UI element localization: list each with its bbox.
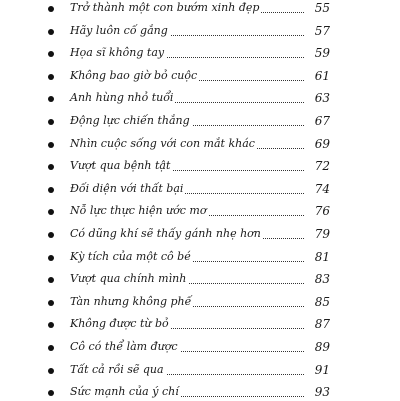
toc-entry (0, 1, 400, 17)
chapter-title: Đối diện với thất bại (70, 181, 184, 195)
page-number: 63 (304, 91, 330, 105)
page-number: 74 (304, 182, 330, 196)
chapter-title: Kỳ tích của một cô bé (70, 249, 191, 263)
toc-entry (0, 295, 400, 311)
toc-entry (0, 227, 400, 243)
chapter-title: Sức mạnh của ý chí (70, 385, 179, 399)
toc-entry (0, 69, 400, 85)
page-number: 87 (304, 317, 330, 331)
bullet-icon (48, 29, 54, 35)
chapter-title: Nhìn cuộc sống với con mắt khác (70, 136, 255, 150)
chapter-title: Anh hùng nhỏ tuổi (70, 91, 174, 105)
page-number: 61 (304, 69, 330, 83)
chapter-title: Có dũng khí sẽ thấy gánh nhẹ hơn (70, 227, 261, 240)
toc-entry (0, 340, 400, 356)
toc-entry (0, 137, 400, 153)
chapter-title: Trở thành một con bướm xinh đẹp (70, 1, 260, 14)
chapter-title: Không bao giờ bỏ cuộc (70, 68, 198, 82)
toc-entry (0, 272, 400, 288)
bullet-icon (48, 164, 54, 170)
chapter-title: Nỗ lực thực hiện ước mơ (70, 204, 207, 218)
toc-entry (0, 317, 400, 333)
bullet-icon (48, 390, 54, 396)
bullet-icon (48, 322, 54, 328)
bullet-icon (48, 187, 54, 193)
page-number: 89 (304, 340, 330, 354)
toc-entry (0, 385, 400, 401)
page-number: 72 (304, 159, 330, 173)
page-number: 93 (304, 385, 330, 399)
bullet-icon (48, 6, 54, 12)
toc-entry (0, 46, 400, 62)
chapter-title: Vượt qua chính mình (70, 272, 187, 286)
page-number: 83 (304, 272, 330, 286)
bullet-icon (48, 255, 54, 261)
toc-entry (0, 159, 400, 175)
chapter-title: Tất cả rồi sẽ qua (70, 362, 164, 376)
bullet-icon (48, 74, 54, 80)
page-number: 76 (304, 204, 330, 218)
chapter-title: Vượt qua bệnh tật (70, 159, 171, 173)
page-number: 59 (304, 46, 330, 60)
bullet-icon (48, 209, 54, 215)
toc-entry (0, 91, 400, 107)
bullet-icon (48, 51, 54, 57)
bullet-icon (48, 96, 54, 102)
page-number: 85 (304, 295, 330, 309)
page-number: 81 (304, 250, 330, 264)
page-number: 79 (304, 227, 330, 241)
toc-entry (0, 24, 400, 40)
chapter-title: Tàn nhưng không phế (70, 294, 192, 308)
bullet-icon (48, 300, 54, 306)
toc-entry (0, 182, 400, 198)
toc-entry (0, 250, 400, 266)
page-number: 57 (304, 24, 330, 38)
toc-entry (0, 204, 400, 220)
page-number: 55 (304, 1, 330, 15)
page-number: 67 (304, 114, 330, 128)
toc-entry (0, 363, 400, 379)
bullet-icon (48, 368, 54, 374)
bullet-icon (48, 345, 54, 351)
page-number: 69 (304, 137, 330, 151)
bullet-icon (48, 277, 54, 283)
chapter-title: Động lực chiến thắng (70, 114, 190, 127)
toc-entry (0, 114, 400, 130)
bullet-icon (48, 142, 54, 148)
chapter-title: Hãy luôn cố gắng (70, 23, 168, 37)
bullet-icon (48, 232, 54, 238)
chapter-title: Cô có thể làm được (70, 340, 178, 353)
chapter-title: Không được từ bỏ (70, 317, 169, 331)
bullet-icon (48, 119, 54, 125)
chapter-title: Họa sĩ không tay (70, 46, 165, 60)
page-number: 91 (304, 363, 330, 377)
